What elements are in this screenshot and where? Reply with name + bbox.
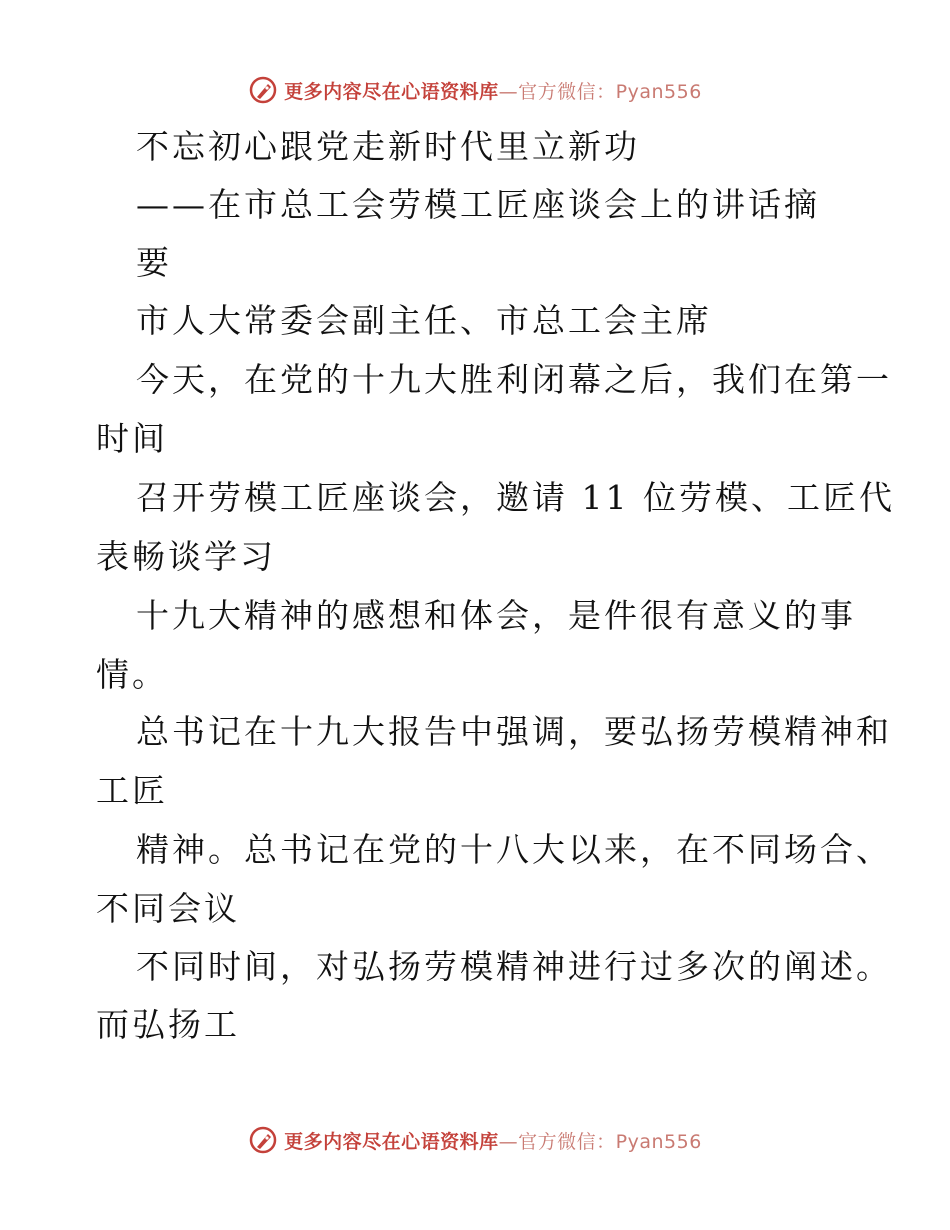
paragraph-line: 工匠 — [96, 771, 168, 810]
paragraph-line: 十九大精神的感想和体会，是件很有意义的事 — [136, 596, 856, 635]
banner-wechat-text: —官方微信：Pyan556 — [498, 80, 702, 103]
banner-main-text: 更多内容尽在心语资料库 — [284, 80, 499, 103]
paragraph-line: 表畅谈学习 — [96, 537, 276, 576]
document-title: 不忘初心跟党走新时代里立新功 — [136, 127, 640, 166]
paragraph-line: 而弘扬工 — [96, 1005, 240, 1044]
paragraph-line: 不同会议 — [96, 889, 240, 928]
document-subtitle: ——在市总工会劳模工匠座谈会上的讲话摘 — [136, 185, 820, 224]
paragraph-line: 时间 — [96, 419, 168, 458]
speaker-title: 市人大常委会副主任、市总工会主席 — [136, 301, 712, 340]
document-subtitle-continued: 要 — [136, 243, 172, 282]
banner-text — [284, 1127, 702, 1154]
paragraph-line: 总书记在十九大报告中强调，要弘扬劳模精神和 — [136, 712, 892, 751]
banner-wechat-text: —官方微信：Pyan556 — [498, 1130, 702, 1153]
footer-banner — [0, 1120, 950, 1160]
banner-main-text: 更多内容尽在心语资料库 — [284, 1130, 499, 1153]
pen-nib-logo-icon — [248, 1125, 278, 1155]
paragraph-line: 召开劳模工匠座谈会，邀请 11 位劳模、工匠代 — [136, 478, 895, 517]
paragraph-line: 不同时间，对弘扬劳模精神进行过多次的阐述。 — [136, 947, 892, 986]
paragraph-line: 精神。总书记在党的十八大以来，在不同场合、 — [136, 830, 892, 869]
paragraph-line: 今天，在党的十九大胜利闭幕之后，我们在第一 — [136, 360, 892, 399]
paragraph-line: 情。 — [96, 655, 168, 694]
